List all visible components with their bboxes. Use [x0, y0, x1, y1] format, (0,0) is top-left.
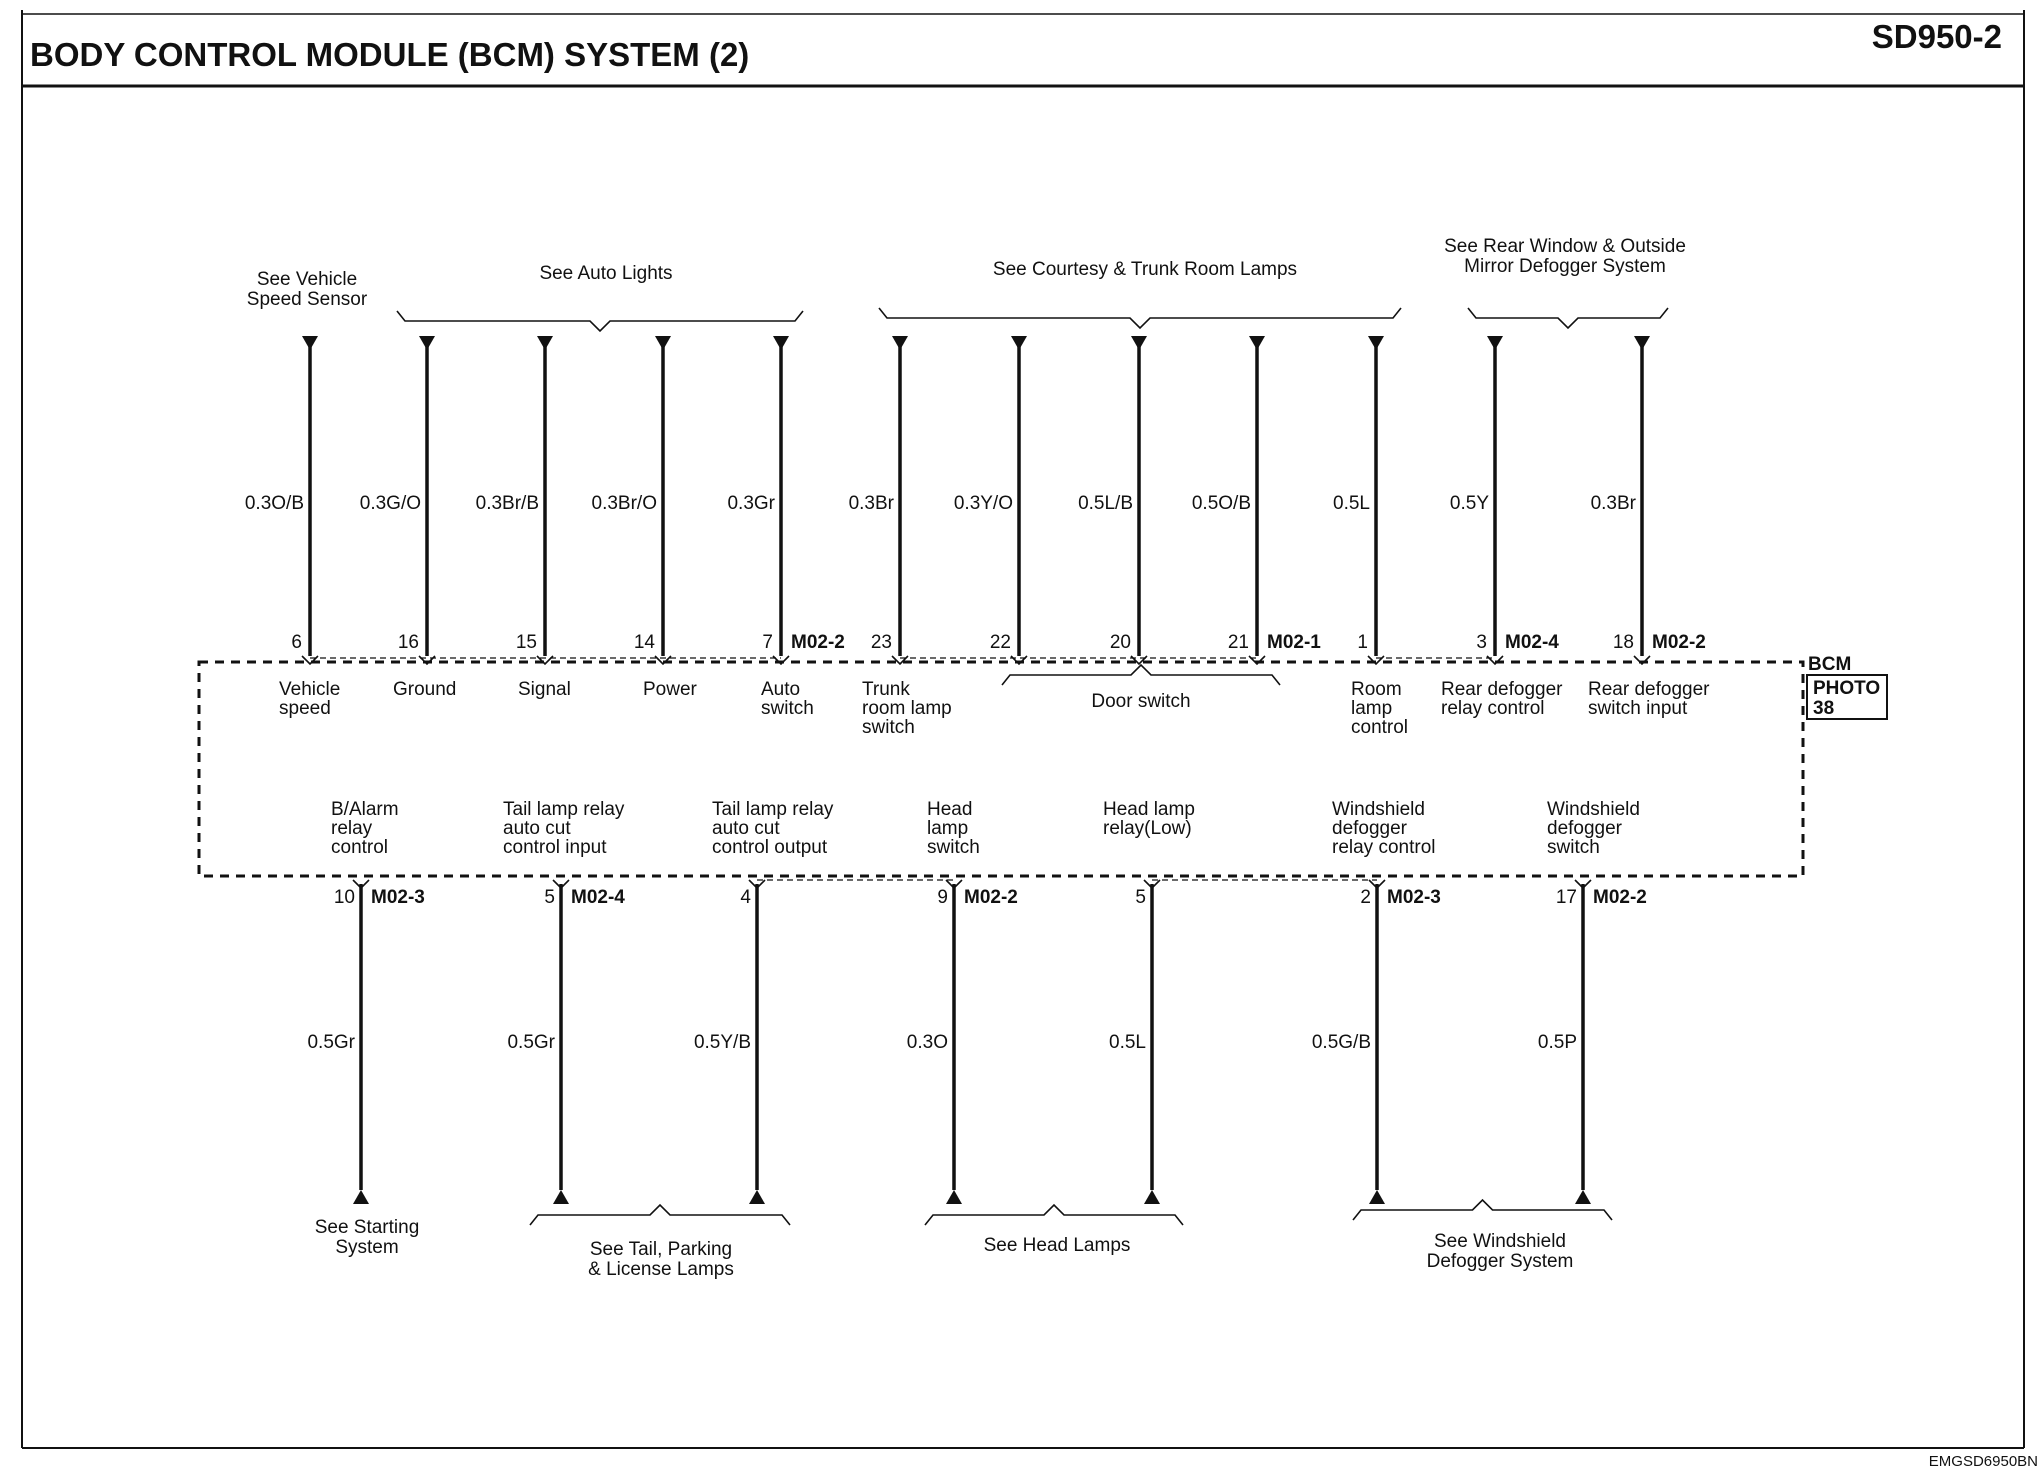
pin-function-label: defogger — [1547, 818, 1623, 839]
pin-function-label: control output — [712, 837, 828, 858]
pin-function-label: relay — [331, 818, 373, 839]
bottom-wire-7 — [1538, 799, 1647, 1204]
photo-number: 38 — [1813, 698, 1835, 719]
bottom-reference-group-3 — [925, 1205, 1183, 1256]
wire-color-label: 0.3Br — [848, 493, 894, 514]
connector-id: M02-2 — [1593, 887, 1647, 908]
wire-color-label: 0.5P — [1537, 1032, 1577, 1053]
reference-label: System — [335, 1237, 399, 1258]
door-switch-label: Door switch — [1091, 691, 1191, 712]
reference-brace — [530, 1205, 790, 1225]
pin-number: 10 — [333, 887, 355, 908]
top-wire-8 — [1078, 336, 1147, 664]
wire-terminal-arrow — [353, 1190, 369, 1204]
pin-function-label: switch — [927, 837, 980, 858]
pin-function-label: defogger — [1332, 818, 1408, 839]
reference-label: See Courtesy & Trunk Room Lamps — [992, 259, 1298, 280]
wire-color-label: 0.5L/B — [1078, 493, 1133, 514]
pin-function-label: control — [331, 837, 389, 858]
wire-color-label: 0.3G/O — [359, 493, 421, 514]
pin-number: 15 — [515, 632, 537, 653]
wire-color-label: 0.5L — [1109, 1032, 1146, 1053]
reference-brace — [397, 311, 803, 331]
bottom-wire-5 — [1103, 799, 1195, 1204]
reference-label: See Head Lamps — [983, 1235, 1131, 1256]
pin-function-label: Trunk — [862, 679, 910, 700]
wire-terminal-arrow — [749, 1190, 765, 1204]
page-title: BODY CONTROL MODULE (BCM) SYSTEM (2) — [30, 36, 750, 73]
pin-function-label: Head — [927, 799, 973, 820]
wire-color-label: 0.3Gr — [727, 493, 775, 514]
pin-number: 6 — [291, 632, 302, 653]
bcm-label: BCM — [1808, 654, 1852, 675]
pin-number: 3 — [1476, 632, 1487, 653]
pin-function-label: Windshield — [1547, 799, 1640, 820]
top-reference-group-4 — [1444, 236, 1686, 328]
footer-code: EMGSD6950BN — [1928, 1453, 2038, 1470]
pin-function-label: speed — [279, 698, 331, 719]
wire-color-label: 0.5O/B — [1191, 493, 1251, 514]
wire-color-label: 0.3Br/O — [591, 493, 657, 514]
top-wire-group — [245, 336, 1710, 738]
pin-function-label: Ground — [393, 679, 457, 700]
pin-function-label: Auto — [761, 679, 801, 700]
top-reference-group-3 — [879, 259, 1401, 328]
wire-terminal-arrow — [1369, 1190, 1385, 1204]
wire-color-label: 0.3O — [906, 1032, 948, 1053]
pin-function-label: Power — [643, 679, 697, 700]
bottom-wire-group — [307, 799, 1646, 1204]
pin-function-label: relay(Low) — [1103, 818, 1192, 839]
reference-label: See Windshield — [1433, 1231, 1567, 1252]
wire-terminal-arrow — [1575, 1190, 1591, 1204]
reference-label: Mirror Defogger System — [1464, 256, 1666, 277]
photo-label: PHOTO — [1813, 678, 1881, 699]
pin-function-label: Vehicle — [279, 679, 341, 700]
pin-function-label: B/Alarm — [331, 799, 399, 820]
top-wire-3 — [476, 336, 571, 700]
connector-id: M02-3 — [371, 887, 425, 908]
pin-number: 4 — [740, 887, 751, 908]
pin-function-label: auto cut — [503, 818, 571, 839]
connector-id: M02-4 — [1505, 632, 1559, 653]
connector-id: M02-1 — [1267, 632, 1321, 653]
pin-number: 21 — [1227, 632, 1249, 653]
top-wire-2 — [360, 336, 457, 700]
pin-function-label: lamp — [927, 818, 969, 839]
pin-function-label: Head lamp — [1103, 799, 1195, 820]
pin-function-label: switch — [1547, 837, 1600, 858]
pin-function-label: relay control — [1441, 698, 1545, 719]
reference-label: See Tail, Parking — [589, 1239, 733, 1260]
pin-function-label: switch input — [1588, 698, 1688, 719]
wire-terminal-arrow — [1144, 1190, 1160, 1204]
bottom-wire-3 — [694, 799, 834, 1204]
pin-number: 9 — [937, 887, 948, 908]
pin-number: 20 — [1109, 632, 1131, 653]
pin-function-label: Tail lamp relay — [503, 799, 625, 820]
wire-color-label: 0.5Y — [1449, 493, 1489, 514]
top-wire-10 — [1333, 336, 1408, 738]
wire-color-label: 0.5G/B — [1311, 1032, 1371, 1053]
pin-function-label: Tail lamp relay — [712, 799, 834, 820]
top-reference-group-2 — [397, 263, 803, 331]
pin-function-label: Rear defogger — [1588, 679, 1710, 700]
reference-label: & License Lamps — [588, 1259, 734, 1280]
bottom-wire-4 — [907, 799, 1018, 1204]
pin-number: 16 — [397, 632, 419, 653]
bottom-reference-group-4 — [1353, 1200, 1612, 1272]
bottom-reference-group-2 — [530, 1205, 790, 1280]
wire-color-label: 0.3Y/O — [953, 493, 1013, 514]
page-code: SD950-2 — [1871, 18, 2002, 55]
door-switch-brace — [1002, 665, 1280, 685]
pin-function-label: lamp — [1351, 698, 1393, 719]
wire-color-label: 0.3O/B — [244, 493, 304, 514]
connector-id: M02-2 — [964, 887, 1018, 908]
reference-label: See Starting — [314, 1217, 420, 1238]
wire-color-label: 0.5Gr — [507, 1032, 555, 1053]
connector-id: M02-2 — [1652, 632, 1706, 653]
pin-number: 22 — [989, 632, 1011, 653]
pin-number: 7 — [762, 632, 773, 653]
pin-function-label: switch — [761, 698, 814, 719]
pin-number: 5 — [1135, 887, 1146, 908]
pin-function-label: Rear defogger — [1441, 679, 1563, 700]
bottom-reference-group-1 — [315, 1217, 420, 1258]
pin-function-label: Room — [1351, 679, 1402, 700]
pin-number: 1 — [1357, 632, 1368, 653]
top-wire-1 — [245, 336, 340, 719]
bottom-wire-6 — [1312, 799, 1441, 1204]
pin-function-label: Signal — [518, 679, 571, 700]
top-wire-4 — [592, 336, 698, 700]
connector-id: M02-3 — [1387, 887, 1441, 908]
top-wire-6 — [849, 336, 952, 738]
top-wire-9 — [1192, 336, 1321, 664]
top-reference-group-1 — [247, 269, 368, 310]
reference-brace — [1468, 308, 1668, 328]
wire-terminal-arrow — [553, 1190, 569, 1204]
pin-number: 2 — [1360, 887, 1371, 908]
connector-id: M02-4 — [571, 887, 625, 908]
wire-terminal-arrow — [946, 1190, 962, 1204]
pin-number: 18 — [1612, 632, 1634, 653]
wire-color-label: 0.5L — [1333, 493, 1370, 514]
wire-color-label: 0.3Br — [1590, 493, 1636, 514]
reference-label: Defogger System — [1426, 1251, 1574, 1272]
pin-number: 14 — [633, 632, 655, 653]
wire-color-label: 0.5Y/B — [693, 1032, 751, 1053]
wire-color-label: 0.3Br/B — [475, 493, 539, 514]
reference-label: See Auto Lights — [539, 263, 673, 284]
pin-function-label: control input — [503, 837, 607, 858]
reference-brace — [1353, 1200, 1612, 1220]
pin-number: 17 — [1555, 887, 1577, 908]
pin-number: 23 — [870, 632, 892, 653]
pin-function-label: control — [1351, 717, 1409, 738]
pin-function-label: switch — [862, 717, 915, 738]
bottom-wire-2 — [503, 799, 625, 1204]
top-wire-7 — [954, 336, 1027, 664]
wire-color-label: 0.5Gr — [307, 1032, 355, 1053]
bottom-wire-1 — [307, 799, 424, 1204]
reference-label: Speed Sensor — [246, 289, 368, 310]
pin-function-label: Windshield — [1332, 799, 1425, 820]
reference-brace — [925, 1205, 1183, 1225]
pin-function-label: relay control — [1332, 837, 1436, 858]
pin-function-label: room lamp — [862, 698, 952, 719]
pin-number: 5 — [544, 887, 555, 908]
reference-label: See Rear Window & Outside — [1444, 236, 1686, 257]
reference-label: See Vehicle — [256, 269, 358, 290]
connector-id: M02-2 — [791, 632, 845, 653]
reference-brace — [879, 308, 1401, 328]
pin-function-label: auto cut — [712, 818, 780, 839]
reference-group-layer — [244, 236, 1686, 1280]
